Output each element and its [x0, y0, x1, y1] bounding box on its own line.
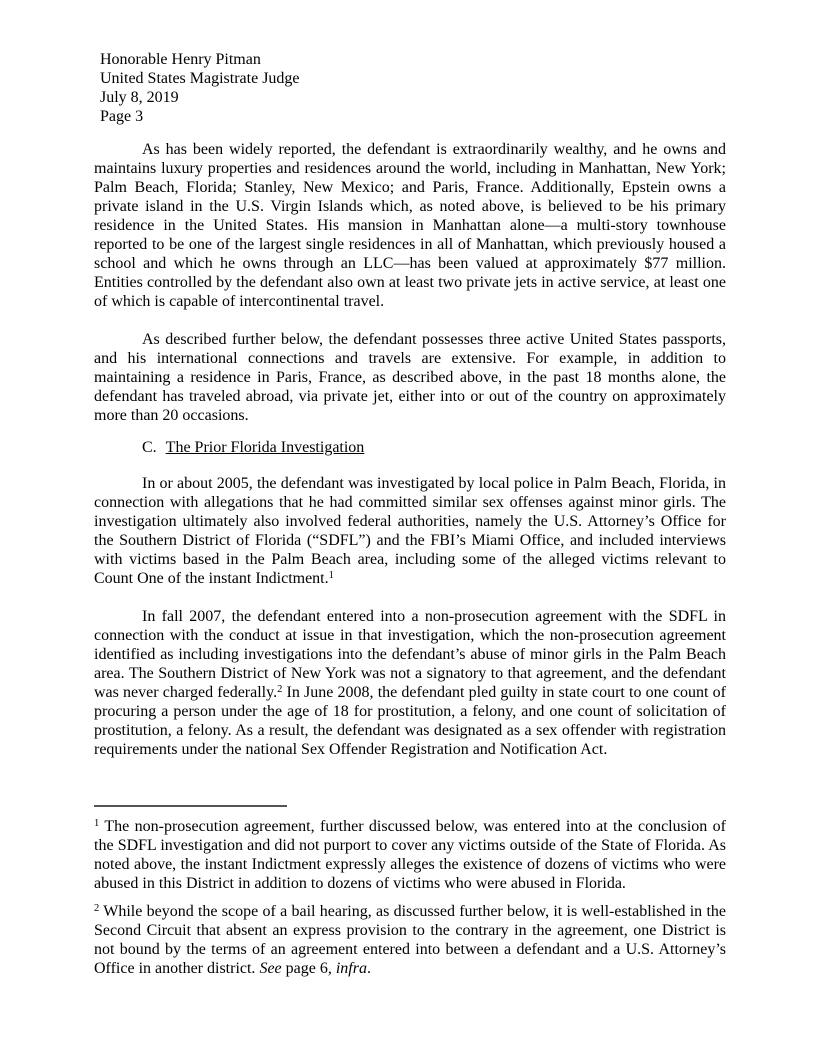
footnote-separator	[94, 805, 287, 807]
section-heading-label: C.	[142, 439, 157, 456]
header-date: July 8, 2019	[100, 89, 179, 106]
footnote-1-marker: 1	[94, 818, 100, 829]
footnote-1-text: The non-prosecution agreement, further discussed below, was entered into at the conclusion of the SDFL investigation and did not purport to cover any victims outside of the State of Florida. As noted above, the instant Indictment expressly alleges the existence of dozens of victims who were abused in this District in addition to dozens of victims who were abused in Florida.	[94, 818, 726, 892]
paragraph-npa-guilty-plea	[94, 607, 726, 759]
paragraph-wealth-properties: As has been widely reported, the defendant is extraordinarily wealthy, and he owns and maintains luxury properties and residences around the world, including in Manhattan, New York; Palm Beach, Florida; Stanley, New Mexico; and Paris, France. Additionally, Epstein owns a private island in the U.S. Virgin Islands which, as noted above, is believed to be his primary residence in the United States. His mansion in Manhattan alone—a multi-story townhouse reported to be one of the largest single residences in all of Manhattan, which previously housed a school and which he owns through an LLC—has been valued at approximately $77 million. Entities controlled by the defendant also own at least two private jets in active service, at least one of which is capable of intercontinental travel.	[94, 141, 726, 310]
citation-see: See	[259, 960, 282, 977]
footnote-2	[94, 902, 726, 978]
paragraph-florida-investigation	[94, 474, 726, 588]
footnote-ref-1: 1	[328, 570, 334, 581]
paragraph-travel-passports: As described further below, the defendant possesses three active United States passports, and his international connections and travels are extensive. For example, in addition to maintaining a residence in Paris, France, as described above, in the past 18 months alone, the defendant has traveled abroad, via private jet, either into or out of the country on approximately more than 20 occasions.	[94, 331, 726, 424]
footnote-2-marker: 2	[94, 903, 100, 914]
footnote-ref-2: 2	[277, 684, 283, 695]
header-recipient-title: United States Magistrate Judge	[100, 70, 300, 87]
footnote-1	[94, 817, 726, 893]
section-heading-c	[142, 438, 726, 457]
citation-period: .	[366, 960, 371, 977]
section-heading-title: The Prior Florida Investigation	[165, 439, 365, 456]
header-recipient: Honorable Henry Pitman	[100, 51, 261, 68]
citation-page-reference: page 6,	[281, 960, 336, 977]
paragraph-text: In or about 2005, the defendant was investigated by local police in Palm Beach, Florida, in connection with allegations that he had committed similar sex offenses against minor girls. The investigation ultimately also involved federal authorities, namely the U.S. Attorney’s Office for the Southern District of Florida (“SDFL”) and the FBI’s Miami Office, and included interviews with victims based in the Palm Beach area, including some of the alleged victims relevant to Count One of the instant Indictment.	[94, 475, 726, 587]
paragraph-text-before-ref: In fall 2007, the defendant entered into a non-prosecution agreement with the SDFL in connection with the conduct at issue in that investigation, which the non-prosecution agreement identified as including investigations into the defendant’s abuse of minor girls in the Palm Beach area. The Southern District of New York was not a signatory to that agreement, and the defendant was never charged federally.	[94, 608, 726, 701]
header-page-number: Page 3	[100, 108, 144, 125]
letter-header	[100, 50, 726, 126]
citation-infra: infra	[335, 960, 367, 977]
footnote-2-text: While beyond the scope of a bail hearing, as discussed further below, it is well-established in the Second Circuit that absent an express provision to the contrary in the agreement, one District is not bound by the terms of an agreement entered into between a defendant and a U.S. Attorney’s Office in another district.	[94, 903, 726, 977]
paragraph-text-after-ref: In June 2008, the defendant pled guilty in state court to one count of procuring a person under the age of 18 for prostitution, a felony, and one count of solicitation of prostitution, a felony. As a result, the defendant was designated as a sex offender with registration requirements under the national Sex Offender Registration and Notification Act.	[94, 684, 726, 758]
